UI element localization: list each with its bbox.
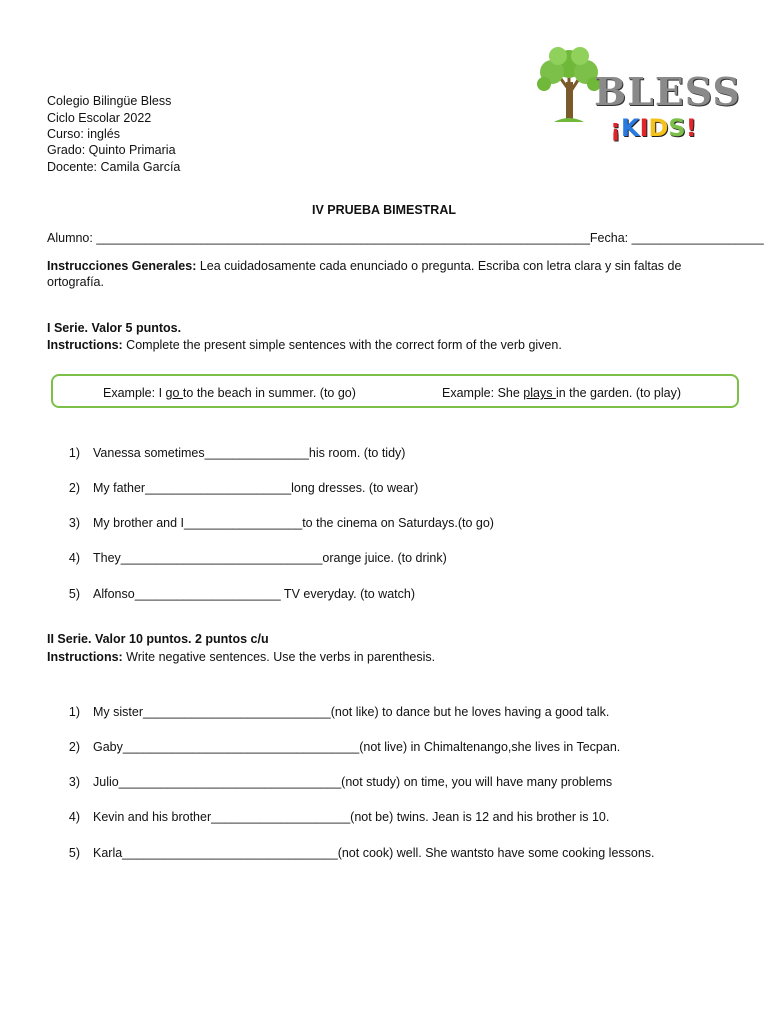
- example-1: [103, 385, 356, 402]
- s1-item-3: My brother and I_________________to the cinema on Saturdays.(to go): [93, 516, 494, 530]
- general-instructions: [47, 258, 681, 275]
- s1-item-4-num: 4): [68, 551, 80, 565]
- example-2: [442, 385, 681, 402]
- s2-item-3-num: 3): [68, 775, 80, 789]
- bless-kids-logo: [536, 42, 741, 152]
- general-instructions-label: Instrucciones Generales:: [47, 259, 197, 273]
- example-1-pre: Example: I: [103, 386, 166, 400]
- s2-item-1-num: 1): [68, 705, 80, 719]
- s1-item-1: Vanessa sometimes_______________his room. (to tidy): [93, 446, 406, 460]
- s1-item-1-num: 1): [68, 446, 80, 460]
- series2-instructions-text: Write negative sentences. Use the verbs in parenthesis.: [122, 650, 436, 664]
- s1-item-4: They_____________________________orange juice. (to drink): [93, 551, 447, 565]
- course: Curso: inglés: [47, 127, 120, 141]
- grade: Grado: Quinto Primaria: [47, 143, 176, 157]
- example-1-verb: go: [165, 386, 183, 400]
- s2-item-5: Karla_______________________________(not cook) well. She wantsto have some cooking lessons.: [93, 846, 655, 860]
- logo-brand-text: BLESS: [594, 69, 741, 114]
- example-2-pre: Example: She: [442, 386, 524, 400]
- teacher: Docente: Camila García: [47, 160, 181, 174]
- example-2-verb: plays: [523, 386, 556, 400]
- s2-item-1: My sister___________________________(not like) to dance but he loves having a good talk.: [93, 705, 610, 719]
- s2-item-2-num: 2): [68, 740, 80, 754]
- general-instructions-cont: ortografía.: [47, 275, 104, 289]
- example-2-post: in the garden. (to play): [555, 386, 682, 400]
- s1-item-2: My father_____________________long dresses. (to wear): [93, 481, 419, 495]
- student-name-line: Alumno: _______________________________________________________________________Fecha: ___________________: [47, 231, 764, 245]
- series2-instructions: [47, 649, 435, 666]
- s1-item-3-num: 3): [68, 516, 80, 530]
- series1-instructions-text: Complete the present simple sentences with the correct form of the verb given.: [122, 338, 562, 352]
- s1-item-5-num: 5): [68, 587, 80, 601]
- series1-title: I Serie. Valor 5 puntos.: [47, 321, 182, 335]
- series1-instructions-label: Instructions:: [47, 338, 123, 352]
- school-cycle: Ciclo Escolar 2022: [47, 111, 152, 125]
- series2-instructions-label: Instructions:: [47, 650, 123, 664]
- s2-item-2: Gaby__________________________________(not live) in Chimaltenango,she lives in Tecpan.: [93, 740, 621, 754]
- s1-item-5: Alfonso_____________________ TV everyday. (to watch): [93, 587, 415, 601]
- s2-item-5-num: 5): [68, 846, 80, 860]
- s2-item-3: Julio________________________________(not study) on time, you will have many problems: [93, 775, 613, 789]
- page-title: IV PRUEBA BIMESTRAL: [312, 203, 456, 217]
- school-name: Colegio Bilingüe Bless: [47, 94, 172, 108]
- s2-item-4: Kevin and his brother____________________(not be) twins. Jean is 12 and his brother is 10.: [93, 810, 610, 824]
- series1-instructions: [47, 337, 562, 354]
- example-1-post: to the beach in summer. (to go): [182, 386, 356, 400]
- s2-item-4-num: 4): [68, 810, 80, 824]
- logo-kids-text: ¡KIDS!: [610, 114, 697, 142]
- s1-item-2-num: 2): [68, 481, 80, 495]
- general-instructions-text: Lea cuidadosamente cada enunciado o pregunta. Escriba con letra clara y sin faltas de: [196, 259, 682, 273]
- series2-title: II Serie. Valor 10 puntos. 2 puntos c/u: [47, 632, 269, 646]
